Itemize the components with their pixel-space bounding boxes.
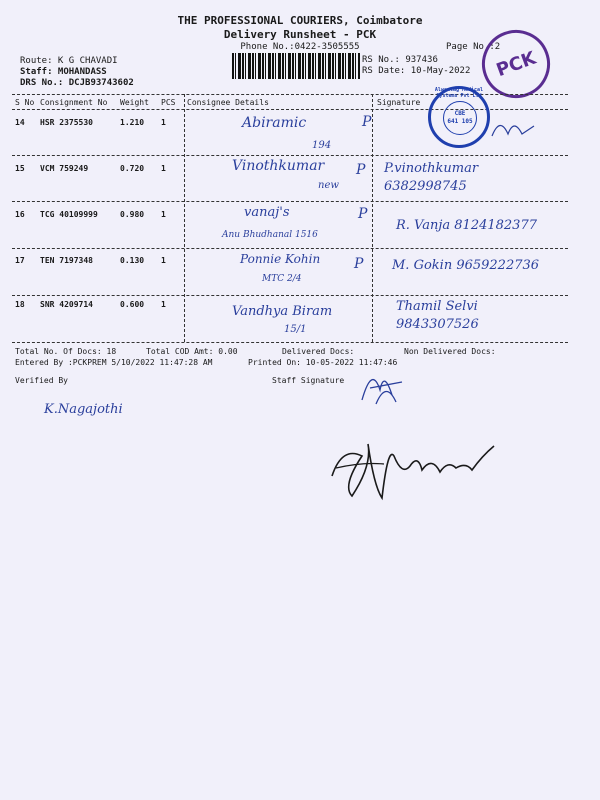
row-consignment: VCM 759249	[40, 164, 89, 173]
row-weight: 1.210	[120, 118, 145, 127]
row-weight: 0.130	[120, 256, 145, 265]
route: Route: K G CHAVADI	[20, 56, 118, 66]
verifier-signature: K.Nagajothi	[44, 402, 123, 417]
row-note: 194	[312, 140, 332, 151]
row-note: new	[318, 180, 339, 191]
row-note: 15/1	[284, 324, 307, 335]
table-bottom-rule	[12, 342, 568, 343]
delivered-docs: Delivered Docs:	[282, 347, 355, 356]
row-consignee: Vinothkumar	[232, 158, 325, 174]
page-title: THE PROFESSIONAL COURIERS, Coimbatore	[177, 14, 423, 27]
page-number: Page No.:2	[446, 42, 501, 52]
staff-initial-signature	[352, 360, 412, 410]
stamp-code: 641 105	[447, 118, 473, 125]
row-mark: P	[362, 114, 372, 130]
drs-number: DRS No.: DCJB93743602	[20, 78, 134, 88]
row-consignment: HSR 2375530	[40, 118, 93, 127]
col-consignment: Consignment No	[40, 98, 108, 107]
row-note: Anu Bhudhanal 1516	[222, 230, 318, 240]
row-mark: P	[358, 206, 368, 222]
column-divider	[372, 94, 373, 342]
row-sno: 17	[15, 256, 25, 265]
verified-by-label: Verified By	[15, 376, 68, 385]
stamp-inner	[443, 101, 477, 135]
staff-signature-label: Staff Signature	[272, 376, 345, 385]
row-divider	[12, 248, 568, 249]
row-divider	[12, 295, 568, 296]
total-docs: Total No. Of Docs: 18	[15, 347, 117, 356]
row-pcs: 1	[161, 256, 166, 265]
total-cod: Total COD Amt: 0.00	[146, 347, 238, 356]
barcode	[232, 53, 360, 79]
row-weight: 0.980	[120, 210, 145, 219]
rs-number: RS No.: 937436	[362, 55, 438, 65]
row-consignee: Abiramic	[242, 115, 307, 131]
rs-date: RS Date: 10-May-2022	[362, 66, 471, 76]
row-signature: Thamil Selvi 9843307526	[396, 299, 479, 332]
row-signature: P.vinothkumar 6382998745	[384, 161, 479, 194]
row-pcs: 1	[161, 118, 166, 127]
row-14-signature	[488, 108, 538, 148]
row-pcs: 1	[161, 300, 166, 309]
entered-by: Entered By :PCKPREM 5/10/2022 11:47:28 AM	[15, 358, 213, 367]
row-consignment: TCG 40109999	[40, 210, 98, 219]
row-mark: P	[354, 256, 364, 272]
page-subtitle: Delivery Runsheet - PCK	[223, 28, 377, 41]
row-pcs: 1	[161, 164, 166, 173]
row-weight: 0.720	[120, 164, 145, 173]
row-divider	[12, 155, 568, 156]
col-signature: Signature	[377, 98, 421, 107]
col-pcs: PCS	[161, 98, 176, 107]
non-delivered-docs: Non Delivered Docs:	[404, 347, 496, 356]
row-signature: M. Gokin 9659222736	[392, 258, 540, 273]
row-weight: 0.600	[120, 300, 145, 309]
staff-signature	[322, 426, 502, 506]
row-divider	[12, 201, 568, 202]
row-consignee: Ponnie Kohin	[240, 252, 321, 266]
row-sno: 14	[15, 118, 25, 127]
staff: Staff: MOHANDASS	[20, 67, 107, 77]
row-mark: P	[356, 162, 366, 178]
company-stamp	[428, 86, 490, 148]
pck-stamp: PCK	[472, 20, 559, 107]
row-note: MTC 2/4	[262, 274, 302, 284]
row-consignee: vanaj's	[244, 205, 290, 220]
col-sno: S No	[15, 98, 35, 107]
row-sno: 15	[15, 164, 25, 173]
row-sno: 18	[15, 300, 25, 309]
row-sno: 16	[15, 210, 25, 219]
row-pcs: 1	[161, 210, 166, 219]
phone-number: Phone No.:0422-3505555	[240, 42, 360, 52]
row-consignee: Vandhya Biram	[232, 304, 333, 319]
stamp-company-name: Alwantag Medical Systems Pvt Ltd	[434, 87, 484, 99]
row-consignment: SNR 4209714	[40, 300, 93, 309]
row-signature: R. Vanja 8124182377	[396, 218, 537, 233]
row-consignment: TEN 7197348	[40, 256, 93, 265]
column-divider	[184, 94, 185, 342]
printed-on: Printed On: 10-05-2022 11:47:46	[248, 358, 398, 367]
col-weight: Weight	[120, 98, 149, 107]
stamp-city: CBE	[454, 110, 466, 117]
col-consignee: Consignee Details	[187, 98, 269, 107]
